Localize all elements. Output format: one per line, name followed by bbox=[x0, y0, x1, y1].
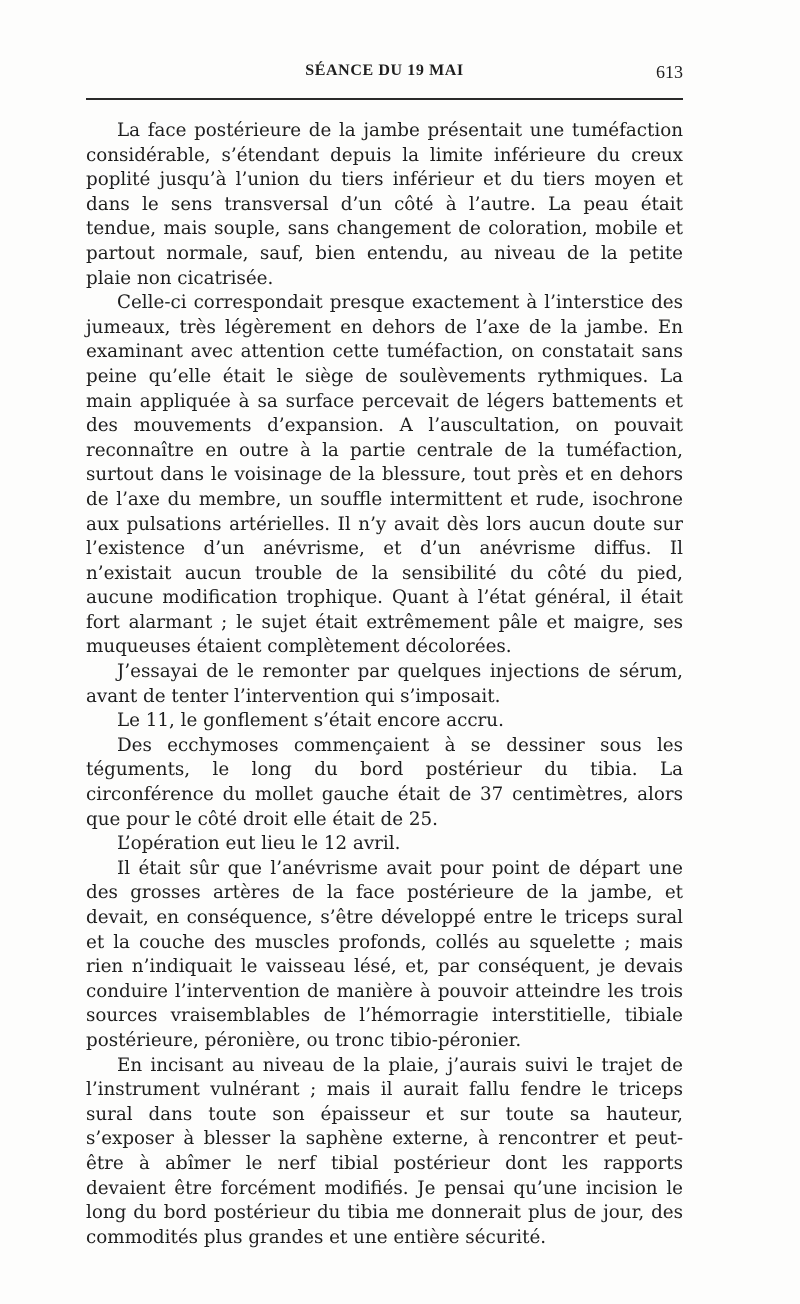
running-title: SÉANCE DU 19 MAI bbox=[305, 62, 464, 79]
paragraph-8: En incisant au niveau de la plaie, j’aurais suivi le trajet de l’instrument vulnérant ; mais il aurait fallu fendre le triceps sural dans toute son épaisseur et sur toute sa hauteur, s’exposer à blesser la saphène externe, à rencontrer et peut-être à abîmer le nerf tibial postérieur dont les rapports devaient être forcément modifiés. Je pensai qu’une incision le long du bord postérieur du tibia me donnerait plus de jour, des commodités plus grandes et une entière sécurité. bbox=[86, 1054, 683, 1248]
header-rule bbox=[86, 98, 683, 100]
paragraph-5: Des ecchymoses commençaient à se dessiner sous les téguments, le long du bord postérieur du tibia. La circonférence du mollet gauche était de 37 centimètres, alors que pour le côté droit elle était de 25. bbox=[86, 734, 683, 830]
paragraph-4: Le 11, le gonflement s’était encore accru. bbox=[117, 710, 504, 732]
paragraph-6: L’opération eut lieu le 12 avril. bbox=[117, 833, 401, 855]
paragraph-1: La face postérieure de la jambe présentait une tuméfaction considérable, s’étendant depuis la limite inférieure du creux poplité jusqu’à l’union du tiers inférieur et du tiers moyen et dans le sens transversal d’un côté à l’autre. La peau était tendue, mais souple, sans changement de coloration, mobile et partout normale, sauf, bien entendu, au niveau de la petite plaie non cicatrisée. bbox=[86, 120, 683, 289]
paragraph-7: Il était sûr que l’anévrisme avait pour point de départ une des grosses artères de la face postérieure de la jambe, et devait, en conséquence, s’être développé entre le triceps sural et la couche des muscles profonds, collés au squelette ; mais rien n’indiquait le vaisseau lésé, et, par conséquent, je devais conduire l’intervention de manière à pouvoir atteindre les trois sources vraisemblables de l’hémorragie interstitielle, tibiale postérieure, péronière, ou tronc tibio-péronier. bbox=[86, 857, 683, 1051]
paragraph-3: J’essayai de le remonter par quelques injections de sérum, avant de tenter l’intervention qui s’imposait. bbox=[86, 661, 683, 707]
paragraph-2: Celle-ci correspondait presque exactement à l’interstice des jumeaux, très légèrement en dehors de l’axe de la jambe. En examinant avec attention cette tuméfaction, on constatait sans peine qu’elle était le siège de soulèvements rythmiques. La main appliquée à sa surface percevait de légers battements et des mouvements d’expansion. A l’auscultation, on pouvait reconnaître en outre à la partie centrale de la tuméfaction, surtout dans le voisinage de la blessure, tout près et en dehors de l’axe du membre, un souffle intermittent et rude, isochrone aux pulsations artérielles. Il n’y avait dès lors aucun doute sur l’existence d’un anévrisme, et d’un anévrisme diffus. Il n’existait aucun trouble de la sensibilité du côté du pied, aucune modification trophique. Quant à l’état général, il était fort alarmant ; le sujet était extrêmement pâle et maigre, ses muqueuses étaient complètement décolorées. bbox=[86, 292, 683, 658]
page-number: 613 bbox=[656, 62, 683, 82]
running-head bbox=[86, 62, 683, 84]
body-text bbox=[86, 119, 683, 1250]
